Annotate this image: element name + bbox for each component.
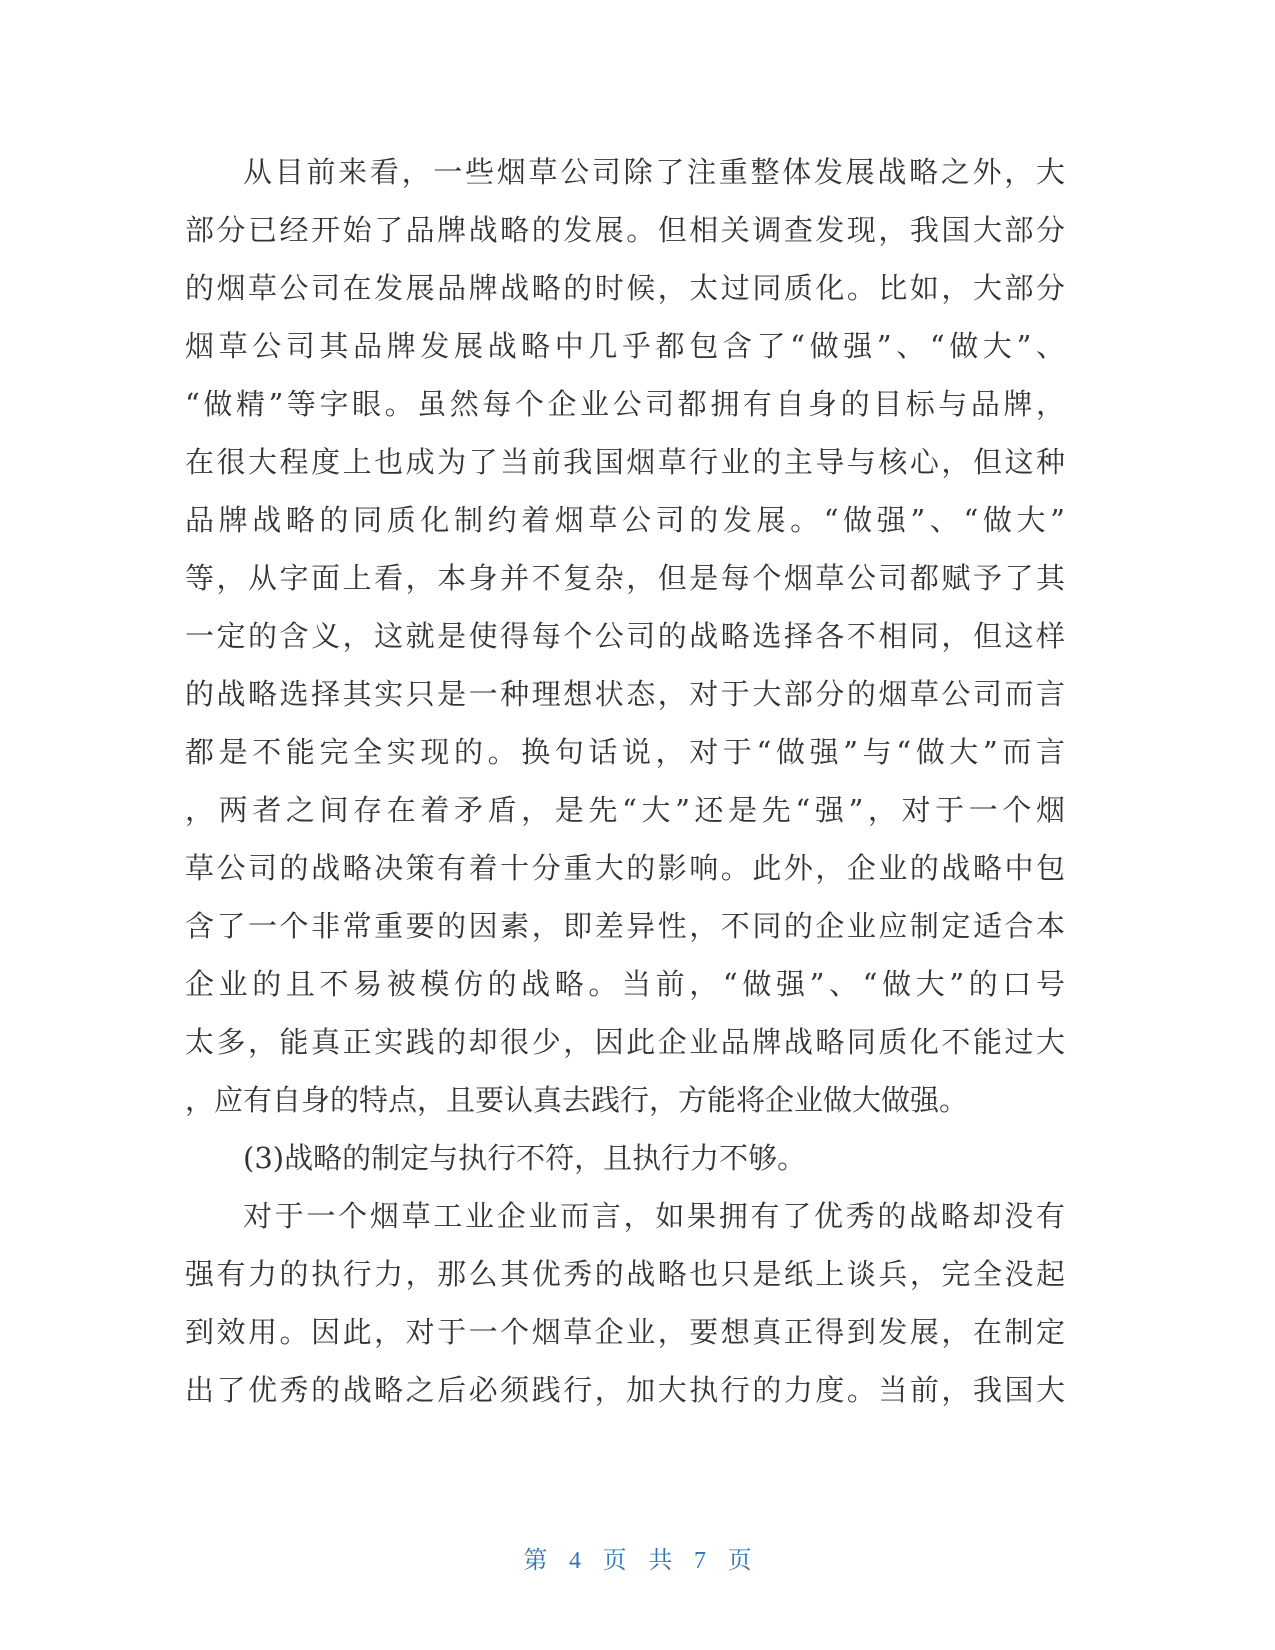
paragraph-1-line-8: 等，从字面上看，本身并不复杂，但是每个烟草公司都赋予了其 <box>185 561 1065 595</box>
paragraph-1-line-7: 品牌战略的同质化制约着烟草公司的发展。“做强”、“做大” <box>185 503 1065 537</box>
paragraph-1-line-16: 太多，能真正实践的却很少，因此企业品牌战略同质化不能过大 <box>185 1025 1065 1059</box>
paragraph-1-line-17: ，应有自身的特点，且要认真去践行，方能将企业做大做强。 <box>185 1083 969 1117</box>
page-footer <box>0 1543 1275 1578</box>
paragraph-1-line-11: 都是不能完全实现的。换句话说，对于“做强”与“做大”而言 <box>185 735 1065 769</box>
current-page-number: 4 <box>569 1548 582 1574</box>
section-heading-3: (3)战略的制定与执行不符，且执行力不够。 <box>243 1141 807 1175</box>
paragraph-1-line-9: 一定的含义，这就是使得每个公司的战略选择各不相同，但这样 <box>185 619 1065 653</box>
footer-page-word-2: 页 <box>727 1546 752 1574</box>
paragraph-2-line-2: 强有力的执行力，那么其优秀的战略也只是纸上谈兵，完全没起 <box>185 1257 1065 1291</box>
total-pages-number: 7 <box>693 1548 706 1574</box>
paragraph-2-line-3: 到效用。因此，对于一个烟草企业，要想真正得到发展，在制定 <box>185 1315 1065 1349</box>
paragraph-1-line-13: 草公司的战略决策有着十分重大的影响。此外，企业的战略中包 <box>185 851 1065 885</box>
paragraph-1-line-1: 从目前来看，一些烟草公司除了注重整体发展战略之外，大 <box>243 155 1065 189</box>
footer-prefix: 第 <box>523 1546 548 1574</box>
paragraph-1-line-2: 部分已经开始了品牌战略的发展。但相关调查发现，我国大部分 <box>185 213 1065 247</box>
paragraph-1-line-10: 的战略选择其实只是一种理想状态，对于大部分的烟草公司而言 <box>185 677 1065 711</box>
paragraph-1-line-15: 企业的且不易被模仿的战略。当前，“做强”、“做大”的口号 <box>185 967 1065 1001</box>
body-text <box>185 143 1065 1419</box>
paragraph-1-line-5: “做精”等字眼。虽然每个企业公司都拥有自身的目标与品牌， <box>185 387 1065 421</box>
paragraph-1-line-3: 的烟草公司在发展品牌战略的时候，太过同质化。比如，大部分 <box>185 271 1065 305</box>
paragraph-1-line-6: 在很大程度上也成为了当前我国烟草行业的主导与核心，但这种 <box>185 445 1065 479</box>
paragraph-1-line-12: ，两者之间存在着矛盾，是先“大”还是先“强”，对于一个烟 <box>185 793 1065 827</box>
footer-page-word: 页 <box>602 1546 627 1574</box>
paragraph-1-line-14: 含了一个非常重要的因素，即差异性，不同的企业应制定适合本 <box>185 909 1065 943</box>
paragraph-2-line-4: 出了优秀的战略之后必须践行，加大执行的力度。当前，我国大 <box>185 1373 1065 1407</box>
footer-total-prefix: 共 <box>648 1546 673 1574</box>
paragraph-2-line-1: 对于一个烟草工业企业而言，如果拥有了优秀的战略却没有 <box>243 1199 1065 1233</box>
paragraph-1-line-4: 烟草公司其品牌发展战略中几乎都包含了“做强”、“做大”、 <box>185 329 1065 363</box>
